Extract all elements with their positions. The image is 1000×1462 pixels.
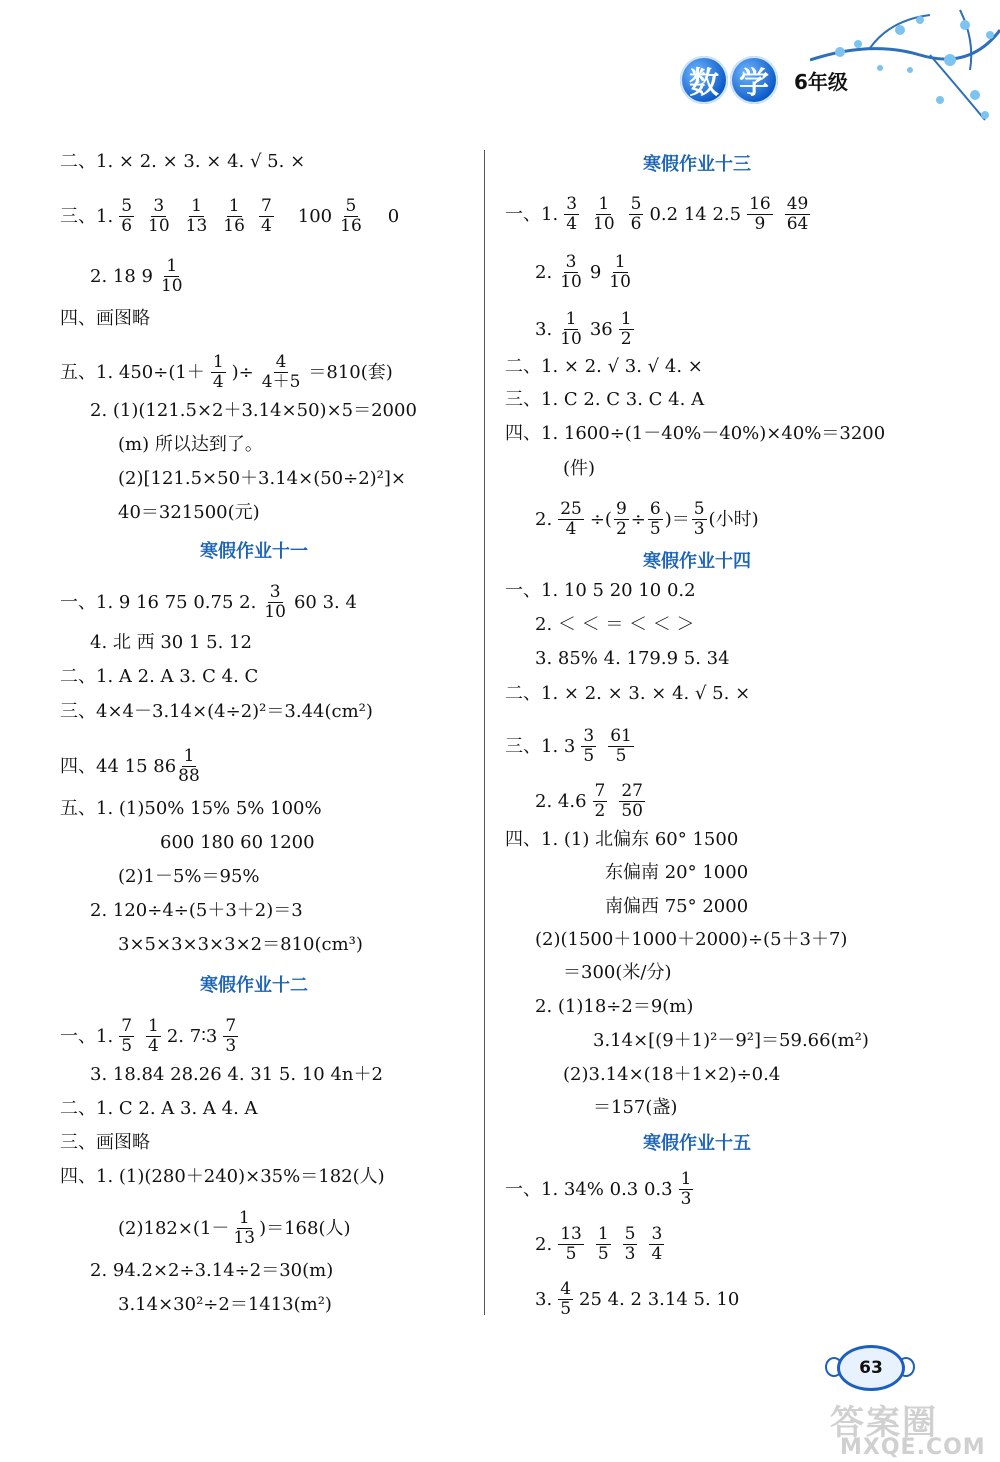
watermark — [830, 1395, 1000, 1462]
line-text: )＝ — [664, 508, 690, 530]
line-text: 一、1. 9 16 75 0.75 2. — [60, 591, 257, 613]
answer-line: 一、1. 10 5 20 10 0.2 — [505, 580, 696, 601]
answer-line: 四、画图略 — [60, 308, 150, 329]
answer-line: 2. (1)(121.5×2＋3.14×50)×5＝2000 — [90, 400, 417, 421]
line-text: 100 — [297, 205, 333, 227]
line-text: ÷ — [630, 508, 646, 530]
page-number: 63 — [837, 1345, 905, 1391]
fraction: $\frac{16}{9}$ — [749, 194, 771, 234]
answer-line: ＝157(盏) — [593, 1097, 678, 1118]
fraction: $\frac{1}{88}$ — [178, 746, 200, 786]
answer-line: 四、1. (1)(280＋240)×35%＝182(人) — [60, 1166, 385, 1187]
grade-label: 6年级 — [794, 69, 848, 94]
answer-line: 四、1. 1600÷(1－40%－40%)×40%＝3200 — [505, 423, 886, 444]
fraction: $\frac{1}{10}$ — [609, 252, 631, 292]
answer-line: 3.14×30²÷2＝1413(m²) — [118, 1294, 332, 1315]
line-text: 0.2 14 2.5 — [649, 203, 742, 225]
fraction: $\frac{1}{10}$ — [593, 194, 615, 234]
line-text: 一、1. — [505, 203, 559, 225]
answer-line: 2. (1)18÷2＝9(m) — [535, 996, 694, 1017]
answer-line: 2. 120÷4÷(5＋3＋2)＝3 — [90, 900, 303, 921]
fraction: $\frac{7}{4}$ — [260, 196, 272, 236]
answer-line — [535, 253, 639, 292]
answer-line — [535, 1280, 739, 1319]
line-text: 0 — [387, 205, 400, 227]
line-text: 2. 7∶3 — [166, 1025, 218, 1047]
fraction: $\frac{3}{10}$ — [264, 582, 286, 622]
answer-line: 三、4×4－3.14×(4÷2)²＝3.44(cm²) — [60, 701, 373, 722]
answer-line: (件) — [563, 458, 596, 479]
section-title: 寒假作业十四 — [643, 551, 751, 572]
line-text: 9 — [589, 261, 602, 283]
answer-line: 五、1. (1)50% 15% 5% 100% — [60, 798, 322, 819]
fraction: $\frac{1}{5}$ — [597, 1224, 609, 1264]
answer-line — [60, 583, 357, 622]
fraction: $\frac{5}{6}$ — [121, 196, 133, 236]
fraction: $\frac{13}{5}$ — [560, 1224, 582, 1264]
fraction: $\frac{1}{13}$ — [185, 196, 208, 236]
page-header — [680, 55, 848, 105]
fraction: $\frac{5}{3}$ — [624, 1224, 636, 1264]
line-text: 四、44 15 86 — [60, 755, 177, 777]
line-text: ＝810(套) — [308, 361, 393, 383]
answer-line: 3. 18.84 28.26 4. 31 5. 10 4n＋2 — [90, 1064, 383, 1085]
answer-line: 二、1. × 2. √ 3. √ 4. × — [505, 356, 703, 377]
answer-line: 2. ＜ ＜ ＝ ＜ ＜ ＞ — [535, 614, 695, 635]
watermark-site-text: MXQE.COM — [840, 1435, 986, 1460]
line-text: 36 — [589, 318, 613, 340]
answer-line: (2)3.14×(18＋1×2)÷0.4 — [563, 1064, 781, 1085]
fraction: $\frac{1}{13}$ — [233, 1208, 256, 1248]
answer-line: 二、1. C 2. A 3. A 4. A — [60, 1098, 258, 1119]
fraction: $\frac{1}{16}$ — [223, 196, 245, 236]
answer-line: 2. 94.2×2÷3.14÷2＝30(m) — [90, 1260, 334, 1281]
answer-line: 四、1. (1) 北偏东 60° 1500 — [505, 829, 739, 850]
page-number-badge — [825, 1335, 915, 1395]
line-text: 五、1. 450÷(1＋ — [60, 361, 205, 383]
fraction: $\frac{1}{4}$ — [212, 352, 224, 392]
fraction: $\frac{3}{10}$ — [148, 196, 170, 236]
answer-line — [505, 195, 816, 234]
fraction: $\frac{7}{5}$ — [121, 1016, 133, 1056]
fraction: $\frac{3}{4}$ — [651, 1224, 663, 1264]
fraction: $\frac{3}{5}$ — [583, 726, 595, 766]
line-text: 60 3. 4 — [293, 591, 357, 613]
column-divider — [484, 150, 485, 1315]
fraction: $\frac{4}{5}$ — [560, 1279, 572, 1319]
line-text: 三、1. 3 — [505, 735, 576, 757]
answer-line — [535, 500, 759, 539]
line-text: ÷( — [589, 508, 612, 530]
fraction: $\frac{5}{16}$ — [340, 196, 362, 236]
section-title: 寒假作业十五 — [643, 1133, 751, 1154]
line-text: 一、1. 34% 0.3 0.3̇ — [505, 1178, 673, 1200]
answer-line: 4. 北 西 30 1 5. 12 — [90, 632, 252, 653]
line-text: (2)182×(1－ — [118, 1217, 230, 1239]
fraction: $\frac{1}{10}$ — [160, 256, 183, 296]
answer-line — [60, 353, 393, 392]
line-text: 2. 18 9 — [90, 265, 153, 287]
answer-line: 三、画图略 — [60, 1132, 150, 1153]
answer-line: 二、1. × 2. × 3. × 4. √ 5. × — [60, 151, 306, 172]
answer-line: 南偏西 75° 2000 — [605, 896, 749, 917]
answer-line: 40＝321500(元) — [118, 502, 260, 523]
fraction: $\frac{25}{4}$ — [560, 499, 582, 539]
line-text: 2. — [535, 508, 553, 530]
fraction: $\frac{1}{2}$ — [620, 309, 632, 349]
answer-line: 二、1. × 2. × 3. × 4. √ 5. × — [505, 683, 751, 704]
answer-line: 二、1. A 2. A 3. C 4. C — [60, 666, 259, 687]
fraction: $\frac{61}{5}$ — [610, 726, 632, 766]
answer-line — [505, 1170, 699, 1209]
line-text: 一、1. — [60, 1025, 114, 1047]
fraction: $\frac{4}{4+5}$ — [261, 352, 301, 392]
line-text: 2. — [535, 261, 553, 283]
answer-line — [505, 727, 640, 766]
answer-line: (2)[121.5×50＋3.14×(50÷2)²]× — [118, 468, 406, 489]
fraction: $\frac{7}{3}$ — [225, 1016, 237, 1056]
section-title: 寒假作业十二 — [200, 975, 308, 996]
line-text: 3. — [535, 318, 553, 340]
answer-line — [535, 782, 651, 821]
fraction: $\frac{3}{10}$ — [560, 252, 582, 292]
line-text: (小时) — [708, 508, 759, 530]
answer-line: 三、1. C 2. C 3. C 4. A — [505, 389, 705, 410]
answer-line: 3. 85% 4. 179.9 5. 34 — [535, 648, 730, 669]
fraction: $\frac{1}{3}$ — [680, 1169, 692, 1209]
answer-line — [60, 1017, 244, 1056]
watermark-logo-text: 答案圈 — [830, 1403, 938, 1443]
answer-line — [535, 310, 640, 349]
section-title: 寒假作业十一 — [200, 541, 308, 562]
fraction: $\frac{9}{2}$ — [615, 499, 627, 539]
fraction: $\frac{7}{2}$ — [594, 781, 606, 821]
line-text: 三、1. — [60, 205, 114, 227]
fraction: $\frac{3}{4}$ — [566, 194, 578, 234]
answer-line: (2)(1500＋1000＋2000)÷(5＋3＋7) — [535, 929, 848, 950]
fraction: $\frac{1}{10}$ — [560, 309, 582, 349]
answer-line: 3.14×[(9＋1)²－9²]＝59.66(m²) — [593, 1030, 869, 1051]
fraction: $\frac{5}{6}$ — [630, 194, 642, 234]
answer-line — [60, 197, 399, 236]
subject-char-1: 数 — [680, 56, 728, 104]
answer-line: 600 180 60 1200 — [160, 832, 315, 853]
answer-line: (m) 所以达到了。 — [118, 434, 263, 455]
answer-line: 东偏南 20° 1000 — [605, 862, 749, 883]
answer-line — [535, 1225, 670, 1264]
line-text: )÷ — [231, 361, 254, 383]
subject-char-2: 学 — [730, 56, 778, 104]
answer-line — [118, 1209, 351, 1248]
line-text: 3. — [535, 1288, 553, 1310]
line-text: )＝168(人) — [259, 1217, 351, 1239]
answer-line — [90, 257, 191, 296]
line-text: 2. 4.6 — [535, 790, 587, 812]
section-title: 寒假作业十三 — [643, 154, 751, 175]
line-text: 25 4. 2 3.14 5. 10 — [579, 1288, 740, 1310]
fraction: $\frac{6}{5}$ — [649, 499, 661, 539]
fraction: $\frac{49}{64}$ — [786, 194, 809, 234]
fraction: $\frac{1}{4}$ — [148, 1016, 159, 1056]
fraction: $\frac{27}{50}$ — [621, 781, 643, 821]
fraction: $\frac{5}{3}$ — [693, 499, 705, 539]
answer-line — [60, 747, 208, 786]
answer-line: (2)1－5%＝95% — [118, 866, 260, 887]
line-text: 2. — [535, 1233, 553, 1255]
answer-line: ＝300(米/分) — [563, 962, 672, 983]
answer-line: 3×5×3×3×3×2＝810(cm³) — [118, 934, 363, 955]
